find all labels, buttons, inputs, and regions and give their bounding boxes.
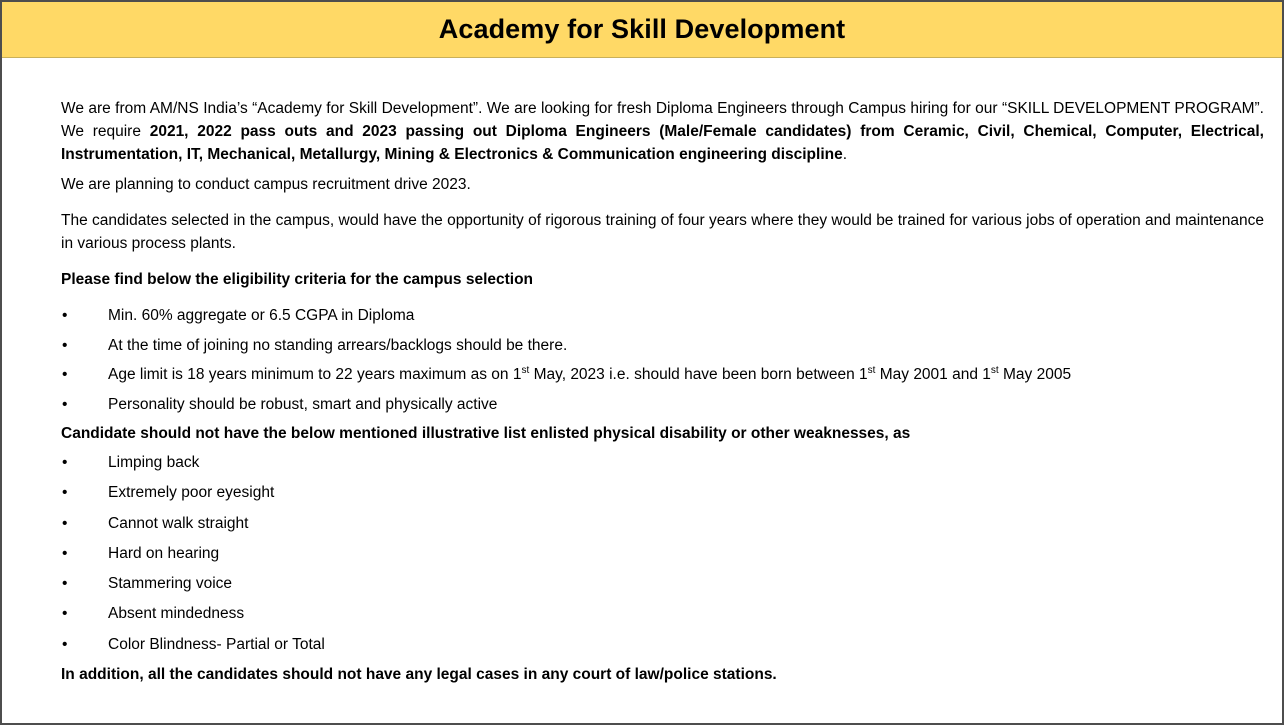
disability-list <box>61 451 1264 663</box>
ordinal-suffix: st <box>867 365 876 376</box>
intro-paragraph <box>61 97 1264 166</box>
bullet-icon: • <box>62 454 68 471</box>
bullet-icon: • <box>62 484 68 502</box>
eligibility-item-text: Personality should be robust, smart and physically active <box>108 395 498 413</box>
intro-requirements: 2021, 2022 pass outs and 2023 passing out Diploma Engineers (Male/Female candidates) from Ceramic, Civil, Chemical, Computer, Electrical, Instrumentation, IT, Mechanical, Metallurgy, Mining & Electronics & Communication engineering discipline <box>61 123 1264 163</box>
disability-item-text: Hard on hearing <box>108 544 220 562</box>
eligibility-item-text <box>108 366 1071 383</box>
list-item <box>61 572 1264 602</box>
legal-note: In addition, all the candidates should not have any legal cases in any court of law/police stations. <box>61 666 777 684</box>
eligibility-list <box>61 304 1264 422</box>
list-item <box>61 363 1264 393</box>
age-text-d: May 2005 <box>998 366 1072 383</box>
bullet-icon: • <box>62 395 68 413</box>
eligibility-item-text: Min. 60% aggregate or 6.5 CGPA in Diploma <box>108 307 415 324</box>
document-body <box>61 97 1264 686</box>
list-item <box>61 304 1264 334</box>
disability-item-text: Stammering voice <box>108 575 233 593</box>
list-item <box>61 512 1264 542</box>
disability-item-text: Color Blindness- Partial or Total <box>108 635 325 653</box>
eligibility-item-text: At the time of joining no standing arrears/backlogs should be there. <box>108 336 568 354</box>
list-item <box>61 633 1264 663</box>
age-text-b: May, 2023 i.e. should have been born between 1 <box>529 366 868 383</box>
disability-item-text: Extremely poor eyesight <box>108 484 275 502</box>
age-text-c: May 2001 and 1 <box>875 366 991 383</box>
list-item <box>61 542 1264 572</box>
age-text-a: Age limit is 18 years minimum to 22 years maximum as on 1 <box>108 366 522 383</box>
bullet-icon: • <box>62 544 68 562</box>
eligibility-heading: Please find below the eligibility criteria for the campus selection <box>61 271 534 288</box>
bullet-icon: • <box>62 605 68 623</box>
list-item <box>61 334 1264 364</box>
page-title: Academy for Skill Development <box>438 14 846 44</box>
bullet-icon: • <box>62 635 68 653</box>
bullet-icon: • <box>62 366 68 383</box>
training-paragraph: The candidates selected in the campus, would have the opportunity of rigorous training of four years where they would be trained for various jobs of operation and maintenance in various process plants. <box>61 212 1264 252</box>
list-item <box>61 602 1264 632</box>
disability-item-text: Limping back <box>108 454 200 471</box>
bullet-icon: • <box>62 307 68 324</box>
list-item <box>61 451 1264 481</box>
planning-paragraph: We are planning to conduct campus recruitment drive 2023. <box>61 176 471 193</box>
title-banner <box>2 2 1282 58</box>
intro-text: We are from AM/NS India’s “Academy for Skill Development”. We are looking for fresh Diploma Engineers through Campus hiring for our “SKILL DEVELOPMENT PROGRAM”. We require <box>61 100 1264 140</box>
intro-end: . <box>842 146 848 163</box>
bullet-icon: • <box>62 336 68 354</box>
ordinal-suffix: st <box>990 365 999 376</box>
ordinal-suffix: st <box>521 365 530 376</box>
disability-heading: Candidate should not have the below mentioned illustrative list enlisted physical disability or other weaknesses, as <box>61 425 911 442</box>
disability-item-text: Absent mindedness <box>108 605 245 623</box>
bullet-icon: • <box>62 514 68 532</box>
list-item <box>61 481 1264 511</box>
list-item <box>61 393 1264 423</box>
disability-item-text: Cannot walk straight <box>108 514 249 532</box>
bullet-icon: • <box>62 575 68 593</box>
